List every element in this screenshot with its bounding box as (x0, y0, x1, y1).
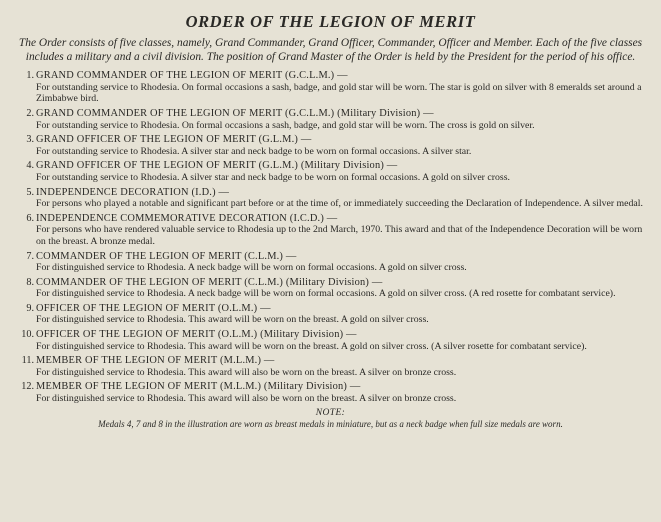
item-heading: GRAND COMMANDER OF THE LEGION OF MERIT (G.C.L.M.) — (36, 70, 348, 82)
item-heading: COMMANDER OF THE LEGION OF MERIT (C.L.M.) (Military Division) — (36, 276, 383, 288)
list-item (14, 187, 647, 210)
note-text: Medals 4, 7 and 8 in the illustration are worn as breast medals in miniature, but as a neck badge when full size medals are worn. (98, 418, 563, 429)
item-description: For persons who played a notable and significant part before or at the time of, or immediately succeeding the Declaration of Independence. A silver medal. (36, 198, 643, 210)
list-item (14, 160, 647, 183)
item-heading: MEMBER OF THE LEGION OF MERIT (M.L.M.) — (36, 355, 275, 367)
list-item (14, 355, 647, 378)
item-number: 7. (26, 250, 34, 262)
item-heading: MEMBER OF THE LEGION OF MERIT (M.L.M.) (Military Division) — (36, 381, 361, 393)
item-description: For distinguished service to Rhodesia. This award will also be worn on the breast. A silver on bronze cross. (36, 366, 457, 378)
item-number: 2. (26, 107, 34, 119)
item-description: For distinguished service to Rhodesia. A neck badge will be worn on formal occasions. A gold on silver cross. (36, 262, 467, 274)
item-description: For outstanding service to Rhodesia. On formal occasions a sash, badge, and gold star will be worn. The cross is gold on silver. (36, 119, 535, 131)
item-heading: GRAND OFFICER OF THE LEGION OF MERIT (G.L.M.) — (36, 134, 312, 146)
item-heading: OFFICER OF THE LEGION OF MERIT (O.L.M.) — (36, 302, 271, 314)
list-item (14, 70, 647, 105)
item-heading: OFFICER OF THE LEGION OF MERIT (O.L.M.) (Military Division) — (36, 329, 357, 341)
item-number: 11. (21, 355, 34, 367)
item-description: For outstanding service to Rhodesia. A silver star and neck badge to be worn on formal occasions. A silver star. (36, 145, 472, 157)
item-description: For distinguished service to Rhodesia. This award will be worn on the breast. A gold on silver cross. (A silver rosette for combatant service). (36, 340, 587, 352)
item-heading: INDEPENDENCE DECORATION (I.D.) — (36, 186, 230, 198)
intro-paragraph: The Order consists of five classes, namely, Grand Commander, Grand Officer, Commander, Officer and Member. Each of the five classes includes a military and a civil division. The position of Grand Master of the Order is held by the President for the period of his office. (18, 37, 643, 63)
item-description: For persons who have rendered valuable service to Rhodesia up to the 2nd March, 1970. This award and that of the Independence Decoration will be worn on the breast. A bronze medal. (36, 224, 643, 247)
decorations-list (14, 70, 647, 404)
list-item (14, 213, 647, 248)
item-number: 9. (26, 302, 34, 314)
item-description: For distinguished service to Rhodesia. This award will also be worn on the breast. A silver on bronze cross. (36, 393, 457, 405)
item-number: 1. (26, 70, 34, 82)
item-number: 5. (26, 186, 34, 198)
item-heading: GRAND COMMANDER OF THE LEGION OF MERIT (G.C.L.M.) (Military Division) — (36, 107, 434, 119)
item-number: 6. (26, 212, 34, 224)
list-item (14, 381, 647, 404)
item-description: For outstanding service to Rhodesia. A silver star and neck badge to be worn on formal occasions. A gold on silver cross. (36, 171, 510, 183)
item-heading: GRAND OFFICER OF THE LEGION OF MERIT (G.L.M.) (Military Division) — (36, 160, 398, 172)
item-number: 4. (26, 160, 34, 172)
list-item (14, 251, 647, 274)
list-item (14, 277, 647, 300)
item-description: For distinguished service to Rhodesia. This award will be worn on the breast. A gold on silver cross. (36, 314, 429, 326)
item-number: 12. (21, 381, 34, 393)
item-heading: COMMANDER OF THE LEGION OF MERIT (C.L.M.) — (36, 250, 297, 262)
document-title: ORDER OF THE LEGION OF MERIT (185, 12, 476, 31)
list-item (14, 108, 647, 131)
note-title: NOTE: (315, 407, 346, 418)
item-number: 10. (21, 329, 34, 341)
list-item (14, 303, 647, 326)
item-description: For distinguished service to Rhodesia. A neck badge will be worn on formal occasions. A gold on silver cross. (A red rosette for combatant service). (36, 288, 616, 300)
list-item (14, 134, 647, 157)
item-number: 3. (26, 134, 34, 146)
list-item (14, 329, 647, 352)
item-heading: INDEPENDENCE COMMEMORATIVE DECORATION (I.C.D.) — (36, 212, 338, 224)
item-number: 8. (26, 276, 34, 288)
item-description: For outstanding service to Rhodesia. On formal occasions a sash, badge, and gold star will be worn. The star is gold on silver with 8 emeralds set around a Zimbabwe bird. (36, 81, 642, 105)
